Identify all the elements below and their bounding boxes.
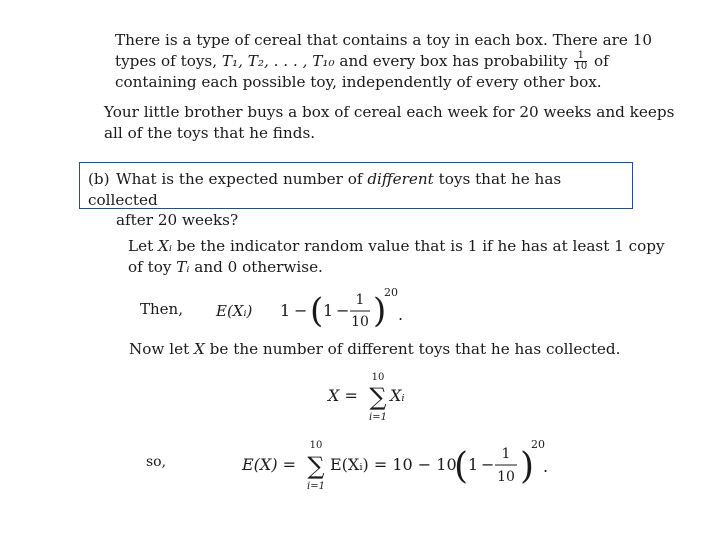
then-label: Then, [140,300,183,318]
question-text-b: toys that he has collected [88,170,562,209]
eq2-sum-upper: 10 [371,372,385,383]
eq3-period: . [543,457,549,476]
eq1-one: 1 [280,301,291,320]
eq2-lhs: X = [328,386,358,405]
eq1-open-paren: ( [310,291,324,331]
solution-line-2 [129,340,669,358]
eq1-exponent: 20 [384,286,398,299]
probability-fraction [574,51,587,72]
probability-denominator: 10 [574,61,588,72]
equation-expected-indicator [130,282,430,334]
problem-text-b: and every box has probability [334,51,573,70]
problem-paragraph-2: Your little brother buys a box of cereal each week for 20 weeks and keeps all of the toys that he finds. [104,103,675,142]
eq3-exponent: 20 [531,438,545,451]
eq1-lhs: E(Xᵢ) [216,302,253,320]
problem-text-a: There is a type of cereal that contains a toy in each box. There are 10 types of toys, [115,31,653,70]
solution-line-1 [128,236,668,277]
indicator-variable: Xᵢ [158,237,172,255]
so-label: so, [146,454,167,470]
eq3-lhs: E(X) = [242,455,297,474]
eq1-period: . [398,305,404,324]
eq3-paren-one: 1 [468,455,479,474]
eq3-close-paren: ) [520,446,535,487]
equation-sum-definition [320,368,440,426]
equation-expected-total [140,436,560,494]
eq2-sum-symbol: ∑ [369,383,387,411]
eq1-paren-one: 1 [323,301,334,320]
solution-text-b: be the indicator random value that is 1 if he has at least 1 copy of toy [128,237,665,276]
question-emphasis: different [367,170,434,188]
eq1-inner-minus: − [336,301,350,320]
count-variable: X [194,340,205,358]
question-line-2: after 20 weeks? [116,211,239,229]
question-text-a: What is the expected number of [116,170,368,188]
eq3-frac-num: 1 [501,446,511,462]
solution-text-d: Now let [129,340,195,358]
eq1-close-paren: ) [373,291,387,331]
toy-variable: Tᵢ [176,257,190,276]
question-line-1 [88,169,633,210]
probability-numerator: 1 [574,51,587,62]
eq3-term: E(Xᵢ) = 10 − 10 [330,455,457,474]
eq1-frac-num: 1 [355,292,365,308]
solution-text-c: and 0 otherwise. [189,257,323,276]
toy-list: T₁, T₂, . . . , T₁₀ [221,51,335,70]
question-text [88,169,633,231]
eq3-sum-symbol: ∑ [307,452,325,480]
eq3-open-paren: ( [454,446,469,487]
eq1-frac-den: 10 [351,314,369,330]
solution-text-e: be the number of different toys that he has collected. [204,340,621,358]
eq2-sum-lower: i=1 [369,412,387,423]
solution-text-a: Let [128,237,159,255]
problem-paragraph-1 [115,30,675,93]
eq3-sum-upper: 10 [309,440,323,451]
question-label: (b) [88,170,110,188]
eq3-minus: − [481,455,495,474]
problem-text-c: of containing each possible toy, independently of every other box. [115,51,609,91]
eq3-frac-den: 10 [497,469,515,485]
eq3-sum-lower: i=1 [307,481,325,492]
eq1-minus: − [294,301,308,320]
eq2-term: Xᵢ [390,386,405,405]
